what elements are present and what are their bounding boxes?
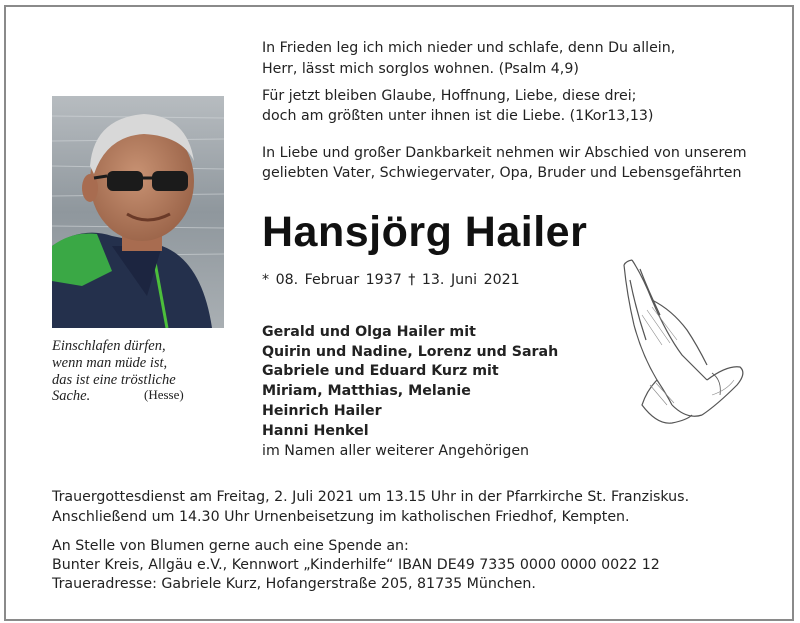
mourner-line: Miriam, Matthias, Melanie bbox=[262, 383, 471, 399]
quote-source: (Hesse) bbox=[144, 387, 184, 402]
quote-line-1: Einschlafen dürfen, bbox=[52, 338, 166, 354]
quote-line-2: wenn man müde ist, bbox=[52, 355, 168, 371]
corinthians-line-1: Für jetzt bleiben Glaube, Hoffnung, Liebe, diese drei; bbox=[262, 88, 637, 104]
donation-line-1: An Stelle von Blumen gerne auch eine Spende an: bbox=[52, 538, 409, 554]
mourner-line: Gerald und Olga Hailer mit bbox=[262, 324, 476, 340]
life-dates: * 08. Februar 1937 † 13. Juni 2021 bbox=[262, 272, 520, 288]
service-line-2: Anschließend um 14.30 Uhr Urnenbeisetzung im katholischen Friedhof, Kempten. bbox=[52, 509, 630, 525]
quote-line-3: das ist eine tröstliche bbox=[52, 372, 176, 388]
psalm-line-1: In Frieden leg ich mich nieder und schlafe, denn Du allein, bbox=[262, 40, 676, 56]
portrait-photo bbox=[52, 96, 224, 328]
quote-line-4: Sache. bbox=[52, 388, 91, 404]
corinthians-line-2: doch am größten unter ihnen ist die Liebe. (1Kor13,13) bbox=[262, 108, 654, 124]
intro-line-2: geliebten Vater, Schwiegervater, Opa, Bruder und Lebensgefährten bbox=[262, 165, 742, 181]
intro-line-1: In Liebe und großer Dankbarkeit nehmen wir Abschied von unserem bbox=[262, 145, 747, 161]
mourning-address: Traueradresse: Gabriele Kurz, Hofangerstraße 205, 81735 München. bbox=[52, 576, 536, 592]
deceased-name: Hansjörg Hailer bbox=[262, 208, 588, 256]
praying-hands-icon bbox=[612, 255, 752, 430]
mourner-line: Heinrich Hailer bbox=[262, 403, 382, 419]
mourner-line: Quirin und Nadine, Lorenz und Sarah bbox=[262, 344, 559, 360]
mourner-line: Gabriele und Eduard Kurz mit bbox=[262, 363, 499, 379]
service-line-1: Trauergottesdienst am Freitag, 2. Juli 2021 um 13.15 Uhr in der Pfarrkirche St. Franziskus. bbox=[52, 489, 690, 505]
donation-line-2: Bunter Kreis, Allgäu e.V., Kennwort „Kinderhilfe“ IBAN DE49 7335 0000 0000 0022 12 bbox=[52, 557, 660, 573]
psalm-line-2: Herr, lässt mich sorglos wohnen. (Psalm 4,9) bbox=[262, 61, 579, 77]
mourners-closing: im Namen aller weiterer Angehörigen bbox=[262, 443, 530, 459]
mourner-line: Hanni Henkel bbox=[262, 423, 369, 439]
